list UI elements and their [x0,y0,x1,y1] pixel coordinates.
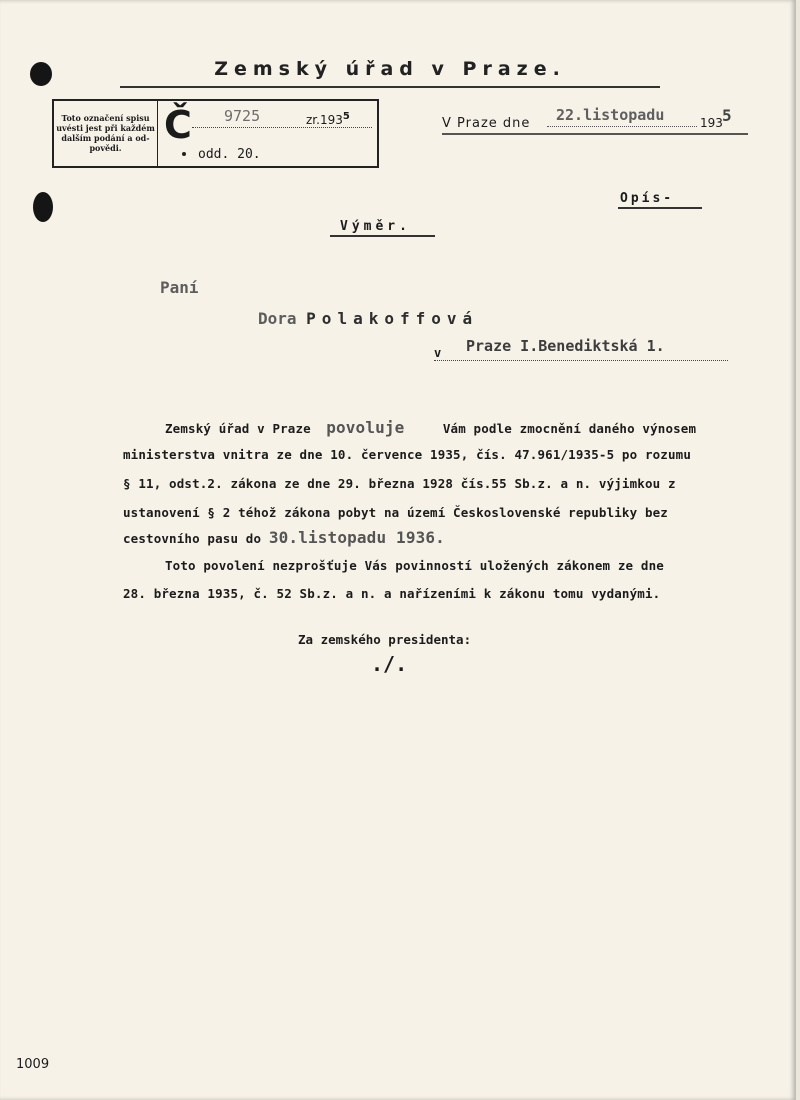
stamped-word: povoluje [326,418,405,437]
reference-year-sup: 5 [342,111,350,122]
body-line [123,528,723,547]
page-number: 1009 [16,1057,50,1072]
decision-heading: Výměr. [340,219,411,234]
reference-number: 9725 [224,107,261,125]
body-line [165,418,765,437]
recipient-name [258,309,478,328]
date-year-sup: 5 [722,106,732,125]
recipient-address: Praze I.Benediktská 1. [466,337,665,355]
address-dotted-line [434,360,728,361]
date-rule [442,133,748,135]
decision-heading-rule [330,235,435,237]
reference-dot [182,152,186,156]
office-title: Zemský úřad v Praze. [214,58,566,80]
stamped-date: 30.listopadu 1936. [268,528,445,547]
address-prefix: v [434,346,442,360]
reference-box [52,99,379,168]
recipient-first-name: Dora [258,309,297,328]
date-year: 193 [700,116,723,130]
reference-note [54,101,158,166]
recipient-last-name: Polakoffová [306,309,479,328]
punch-hole-top [30,62,52,86]
body-line: Toto povolení nezprošťuje Vás povinností uložených zákonem ze dne [165,558,664,573]
reference-dotted-line [192,127,372,128]
closing-line: Za zemského presidenta: [298,632,472,647]
copy-label: Opís- [620,191,675,206]
date-dotted-line [547,126,697,127]
reference-note-line: dalším podání a od- [61,133,150,143]
reference-note-line: Toto označení spisu [61,113,150,123]
body-text: cestovního pasu do [123,531,262,546]
reference-year [306,111,350,127]
date-prefix: V Praze dne [442,116,531,131]
copy-label-rule [618,207,702,209]
body-text: Zemský úřad v Praze [165,421,311,436]
reference-note-line: povědi. [89,143,122,153]
signature-mark: ./. [371,652,408,676]
reference-note-line: uvésti jest při každém [56,123,155,133]
date-value: 22.listopadu [556,106,665,124]
reference-department: odd. 20. [198,147,261,162]
body-text: Vám podle zmocnění daného výnosem [442,421,697,436]
body-line: ministerstva vnitra ze dne 10. července 1935, čís. 47.961/1935-5 po rozumu [123,447,691,462]
reference-year-text: zr.193 [306,113,343,127]
punch-hole-bottom [33,192,53,222]
header-rule [120,86,660,88]
body-line: § 11, odst.2. zákona ze dne 29. března 1928 čís.55 Sb.z. a n. výjimkou z [123,476,676,491]
salutation: Paní [160,278,199,297]
body-line: 28. března 1935, č. 52 Sb.z. a n. a nařízeními k zákonu tomu vydanými. [123,586,661,601]
reference-c-label: Č [164,103,192,147]
body-line: ustanovení § 2 téhož zákona pobyt na území Československé republiky bez [123,505,668,520]
